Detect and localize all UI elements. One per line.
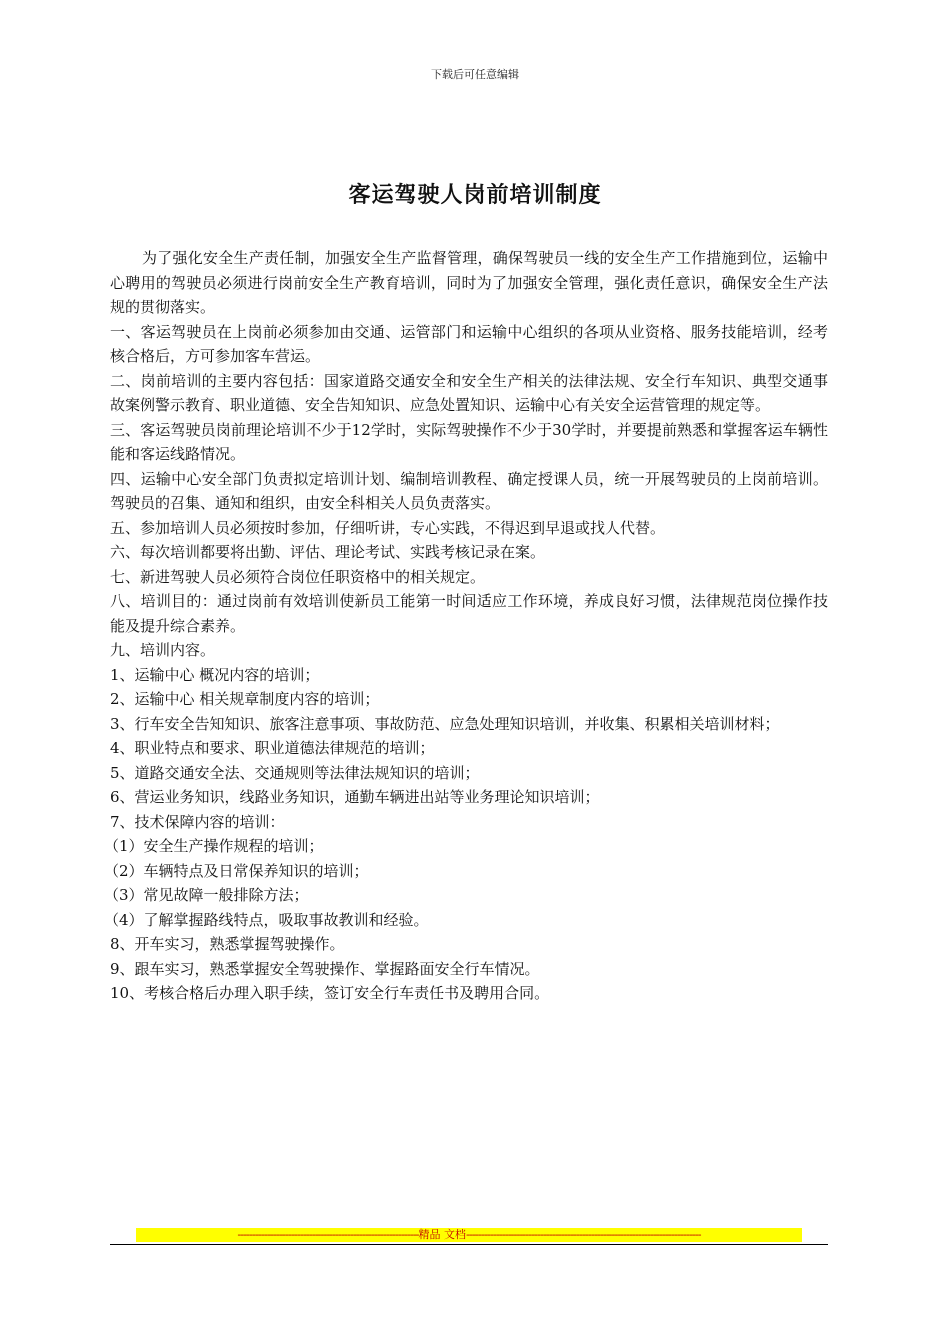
- footer-highlight-band: [136, 1228, 802, 1242]
- clause-8: 八、培训目的：通过岗前有效培训使新员工能第一时间适应工作环境，养成良好习惯，法律规范岗位操作技能及提升综合素养。: [110, 592, 828, 635]
- list-item: 8、开车实习，熟悉掌握驾驶操作。: [110, 935, 345, 953]
- list-item: 9、跟车实习，熟悉掌握安全驾驶操作、掌握路面安全行车情况。: [110, 959, 540, 978]
- list-item: 10、考核合格后办理入职手续，签订安全行车责任书及聘用合同。: [110, 984, 550, 1002]
- list-item: 3、行车安全告知知识、旅客注意事项、事故防范、应急处理知识培训，并收集、积累相关培训材料；: [110, 714, 780, 733]
- list-item: 4、职业特点和要求、职业道德法律规范的培训；: [110, 739, 435, 757]
- sub-list-item: （1）安全生产操作规程的培训；: [104, 837, 324, 855]
- clause-7: 七、新进驾驶人员必须符合岗位任职资格中的相关规定。: [110, 567, 486, 586]
- sub-list-item: （2）车辆特点及日常保养知识的培训；: [104, 861, 369, 880]
- clause-4: 四、运输中心安全部门负责拟定培训计划、编制培训教程、确定授课人员，统一开展驾驶员的上岗前培训。驾驶员的召集、通知和组织，由安全科相关人员负责落实。: [110, 469, 828, 512]
- list-item: 6、营运业务知识，线路业务知识，通勤车辆进出站等业务理论知识培训；: [110, 788, 600, 806]
- footer-dashes-left: -------------------------------------------------------------: [237, 1228, 419, 1241]
- footer-label: 精品 文档: [418, 1228, 467, 1241]
- clause-5: 五、参加培训人员必须按时参加，仔细听讲，专心实践，不得迟到早退或找人代替。: [110, 518, 666, 537]
- list-item: 7、技术保障内容的培训：: [110, 812, 285, 831]
- intro-paragraph: 为了强化安全生产责任制，加强安全生产监督管理，确保驾驶员一线的安全生产工作措施到位，运输中心聘用的驾驶员必须进行岗前安全生产教育培训，同时为了加强安全管理，强化责任意识，确保安全生产法规的贯彻落实。: [110, 249, 828, 316]
- footer-rule: [110, 1244, 828, 1245]
- sub-list-item: （4）了解掌握路线特点，吸取事故教训和经验。: [104, 910, 429, 929]
- document-title: 客运驾驶人岗前培训制度: [348, 182, 602, 208]
- clause-1: 一、客运驾驶员在上岗前必须参加由交通、运管部门和运输中心组织的各项从业资格、服务技能培训，经考核合格后，方可参加客车营运。: [110, 322, 828, 365]
- list-item: 2、运输中心 相关规章制度内容的培训；: [110, 690, 380, 708]
- header-note: 下载后可任意编辑: [431, 68, 519, 81]
- document-body: [104, 246, 828, 1006]
- clause-3: 三、客运驾驶员岗前理论培训不少于12学时，实际驾驶操作不少于30学时，并要提前熟悉和掌握客运车辆性能和客运线路情况。: [110, 420, 828, 463]
- footer-dashes-right: -------------------------------------------------------------------------------: [466, 1228, 701, 1241]
- clause-2: 二、岗前培训的主要内容包括：国家道路交通安全和安全生产相关的法律法规、安全行车知识、典型交通事故案例警示教育、职业道德、安全告知知识、应急处置知识、运输中心有关安全运营管理的规定等。: [110, 371, 828, 414]
- clause-6: 六、每次培训都要将出勤、评估、理论考试、实践考核记录在案。: [110, 543, 546, 561]
- list-item: 5、道路交通安全法、交通规则等法律法规知识的培训；: [110, 763, 480, 782]
- clause-9: 九、培训内容。: [110, 641, 216, 659]
- sub-list-item: （3）常见故障一般排除方法；: [104, 886, 309, 904]
- list-item: 1、运输中心 概况内容的培训；: [110, 665, 320, 684]
